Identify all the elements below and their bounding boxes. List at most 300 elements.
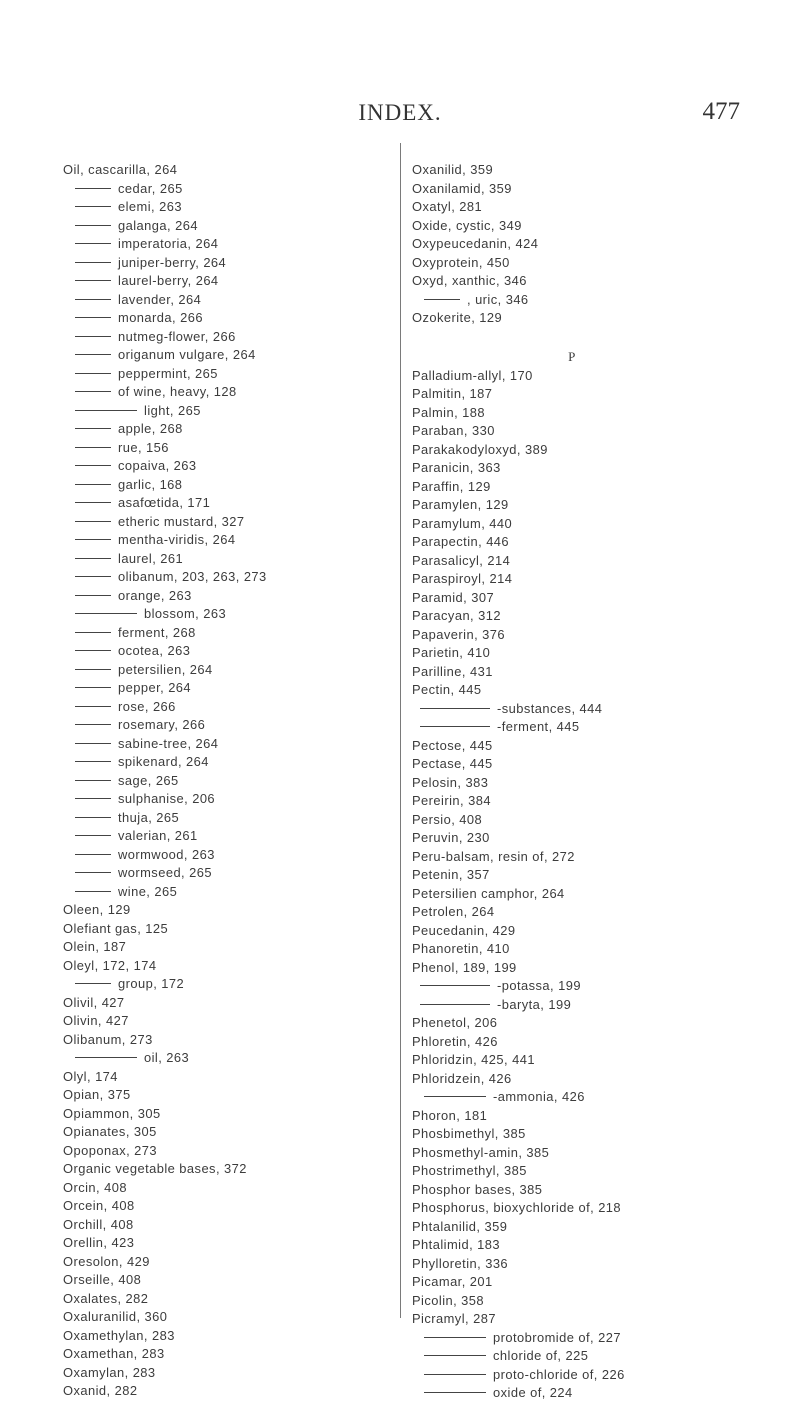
index-entry (412, 180, 772, 199)
index-entry (412, 1292, 772, 1311)
index-entry-text: oil, 263 (144, 1050, 190, 1065)
index-entry-text: Oleyl, 172, 174 (63, 957, 157, 973)
index-entry-text: Orcein, 408 (63, 1198, 135, 1213)
index-entry-text: -baryta, 199 (497, 996, 572, 1012)
index-entry (63, 790, 393, 809)
index-entry (412, 1273, 772, 1292)
index-entry (63, 180, 393, 199)
index-entry (412, 1144, 772, 1163)
index-entry-text: Oil, cascarilla, 264 (63, 162, 178, 177)
index-entry-text: elemi, 263 (118, 199, 182, 214)
index-entry (63, 568, 393, 587)
index-entry (412, 1125, 772, 1144)
index-entry (63, 1105, 393, 1124)
index-entry (412, 441, 772, 460)
repeat-dash (75, 595, 111, 596)
index-entry-text: Orseille, 408 (63, 1272, 142, 1287)
index-entry (63, 698, 393, 717)
index-entry (412, 1329, 772, 1348)
index-entry (63, 383, 393, 402)
index-entry (412, 1236, 772, 1255)
index-entry-text: Parakakodyloxyd, 389 (412, 441, 548, 457)
index-entry (63, 309, 393, 328)
index-entry (412, 254, 772, 273)
index-entry-text: Phosphorus, bioxychloride of, 218 (412, 1200, 622, 1215)
repeat-dash (75, 891, 111, 892)
index-entry-text: Picolin, 358 (412, 1292, 485, 1308)
index-column-left (63, 161, 393, 1401)
index-entry (63, 402, 393, 421)
index-entry (63, 846, 393, 865)
index-entry-text: Oxide, cystic, 349 (412, 217, 522, 233)
repeat-dash (75, 669, 111, 670)
repeat-dash (424, 299, 460, 300)
index-entry-text: wormwood, 263 (118, 846, 215, 862)
repeat-dash (75, 983, 111, 984)
page-number: 477 (702, 98, 740, 125)
index-entry-text: juniper-berry, 264 (118, 254, 227, 270)
index-entry (63, 550, 393, 569)
index-entry-text: Pectin, 445 (412, 682, 482, 697)
index-entry-text: Opiammon, 305 (63, 1105, 161, 1121)
index-entry (412, 940, 772, 959)
index-entry-text: imperatoria, 264 (118, 236, 219, 251)
index-entry-text: ocotea, 263 (118, 643, 191, 658)
repeat-dash (75, 317, 111, 318)
index-entry (412, 1384, 772, 1403)
index-entry-text: Phanoretin, 410 (412, 941, 510, 956)
index-entry-text: monarda, 266 (118, 310, 203, 325)
index-entry (63, 1345, 393, 1364)
index-entry-text: Ozokerite, 129 (412, 310, 503, 325)
index-entry-text: copaiva, 263 (118, 458, 197, 473)
index-entry (412, 811, 772, 830)
index-entry-text: rosemary, 266 (118, 717, 206, 732)
index-entry-text: -potassa, 199 (497, 978, 581, 993)
index-entry (412, 1070, 772, 1089)
index-entry-text: protobromide of, 227 (493, 1329, 621, 1345)
index-entry (63, 476, 393, 495)
index-entry (63, 920, 393, 939)
index-entry (63, 1197, 393, 1216)
index-entry (63, 272, 393, 291)
repeat-dash (75, 817, 111, 818)
index-entry (63, 753, 393, 772)
index-entry (63, 809, 393, 828)
repeat-dash (424, 1374, 486, 1375)
index-entry (412, 385, 772, 404)
index-entry (63, 1012, 393, 1031)
index-entry (412, 1162, 772, 1181)
index-entry-text: Oxanid, 282 (63, 1383, 138, 1398)
index-entry (412, 607, 772, 626)
index-entry (412, 848, 772, 867)
index-entry-text: Olivin, 427 (63, 1013, 129, 1028)
repeat-dash (420, 726, 490, 727)
index-entry-text: Palmin, 188 (412, 404, 486, 420)
index-entry-text: Orchill, 408 (63, 1216, 134, 1232)
index-entry (412, 792, 772, 811)
index-entry-text: Oxalates, 282 (63, 1290, 149, 1306)
index-entry-text: Parapectin, 446 (412, 534, 510, 549)
repeat-dash (75, 262, 111, 263)
index-entry-text: rose, 266 (118, 698, 176, 714)
index-entry-text: rue, 156 (118, 439, 169, 455)
index-entry (63, 1382, 393, 1401)
index-entry (412, 1218, 772, 1237)
index-entry-text: Oxyprotein, 450 (412, 254, 510, 270)
page-header (0, 98, 800, 128)
index-entry-text: sabine-tree, 264 (118, 735, 219, 751)
index-entry (63, 365, 393, 384)
index-entry (412, 885, 772, 904)
repeat-dash (75, 798, 111, 799)
index-entry-text: Phenol, 189, 199 (412, 959, 517, 975)
index-entry (63, 1253, 393, 1272)
index-entry (63, 1234, 393, 1253)
index-entry-text: spikenard, 264 (118, 754, 209, 769)
index-entry (412, 829, 772, 848)
index-entry-text: Oresolon, 429 (63, 1253, 150, 1269)
index-entry (63, 883, 393, 902)
index-entry-text: Olibanum, 273 (63, 1031, 153, 1047)
repeat-dash (75, 650, 111, 651)
index-entry-text: Paramylen, 129 (412, 497, 509, 512)
index-entry (63, 439, 393, 458)
index-entry-text: Olefiant gas, 125 (63, 920, 169, 936)
index-entry-text: group, 172 (118, 976, 185, 991)
repeat-dash (75, 872, 111, 873)
index-entry (63, 642, 393, 661)
index-entry (412, 1014, 772, 1033)
index-entry (63, 661, 393, 680)
index-entry (412, 309, 772, 328)
index-entry-text: Paraban, 330 (412, 423, 495, 438)
index-entry (412, 291, 772, 310)
index-entry-text: Parilline, 431 (412, 663, 493, 679)
index-entry-text: Paranicin, 363 (412, 460, 501, 475)
repeat-dash (75, 188, 111, 189)
repeat-dash (75, 373, 111, 374)
index-entry-text: Parasalicyl, 214 (412, 552, 511, 568)
index-entry-text: -ammonia, 426 (493, 1089, 585, 1104)
index-entry (412, 626, 772, 645)
index-entry-text: -ferment, 445 (497, 719, 580, 734)
index-entry (63, 1216, 393, 1235)
index-entry (63, 235, 393, 254)
index-entry-text: pepper, 264 (118, 680, 192, 695)
index-entry-text: laurel, 261 (118, 550, 184, 566)
index-entry (412, 681, 772, 700)
index-entry (412, 515, 772, 534)
repeat-dash (75, 280, 111, 281)
index-entry-text: Paramylum, 440 (412, 515, 513, 531)
index-entry (412, 272, 772, 291)
index-entry-text: chloride of, 225 (493, 1348, 589, 1363)
index-entry (63, 328, 393, 347)
repeat-dash (75, 743, 111, 744)
index-entry (63, 864, 393, 883)
index-entry (412, 755, 772, 774)
index-entry (412, 589, 772, 608)
index-entry (63, 938, 393, 957)
index-entry (63, 531, 393, 550)
index-column-right (412, 161, 772, 1403)
index-entry (412, 496, 772, 515)
index-entry-text: Oxamethan, 283 (63, 1346, 165, 1361)
repeat-dash (75, 243, 111, 244)
index-entry (412, 367, 772, 386)
index-entry (412, 1199, 772, 1218)
index-entry (63, 457, 393, 476)
repeat-dash (75, 521, 111, 522)
index-entry-text: orange, 263 (118, 587, 192, 603)
index-entry-text: Petenin, 357 (412, 867, 490, 882)
index-entry-text: olibanum, 203, 263, 273 (118, 569, 267, 584)
index-entry (63, 346, 393, 365)
index-entry-text: Peucedanin, 429 (412, 922, 516, 938)
index-entry-text: Oxatyl, 281 (412, 199, 483, 214)
repeat-dash (75, 428, 111, 429)
repeat-dash (75, 780, 111, 781)
index-entry-text: peppermint, 265 (118, 365, 218, 381)
index-entry-text: Phosbimethyl, 385 (412, 1126, 526, 1141)
index-group-o-continued (412, 161, 772, 328)
index-entry-text: Oleen, 129 (63, 902, 131, 917)
index-entry-text: Picamar, 201 (412, 1274, 493, 1289)
index-entry-text: Petrolen, 264 (412, 904, 495, 919)
index-entry (63, 1308, 393, 1327)
index-entry (63, 1160, 393, 1179)
index-entry (63, 957, 393, 976)
index-entry (412, 1347, 772, 1366)
index-entry-text: Paraffin, 129 (412, 478, 491, 494)
index-entry (63, 1271, 393, 1290)
index-entry (412, 977, 772, 996)
index-entry-text: Phtalimid, 183 (412, 1237, 500, 1252)
index-entry (63, 975, 393, 994)
index-entry (412, 774, 772, 793)
index-entry-text: Organic vegetable bases, 372 (63, 1161, 247, 1176)
index-entry (412, 422, 772, 441)
index-entry-text: Oxamethylan, 283 (63, 1327, 175, 1343)
index-entry-text: Oxanilid, 359 (412, 162, 494, 177)
index-entry-text: Opian, 375 (63, 1087, 131, 1102)
index-entry-text: wormseed, 265 (118, 865, 212, 880)
index-entry (63, 605, 393, 624)
index-entry-text: Olivil, 427 (63, 994, 125, 1010)
repeat-dash (75, 558, 111, 559)
index-entry-text: Papaverin, 376 (412, 626, 506, 642)
index-entry (412, 570, 772, 589)
index-entry-text: Opianates, 305 (63, 1124, 157, 1139)
index-entry-text: , uric, 346 (467, 291, 529, 307)
index-entry (63, 198, 393, 217)
index-entry (63, 716, 393, 735)
index-entry (412, 1255, 772, 1274)
index-entry (412, 903, 772, 922)
index-entry (412, 866, 772, 885)
index-entry-text: Palladium-allyl, 170 (412, 367, 533, 383)
index-entry-text: sage, 265 (118, 772, 179, 788)
index-entry (412, 217, 772, 236)
repeat-dash (75, 336, 111, 337)
index-entry-text: Palmitin, 187 (412, 386, 493, 401)
index-entry-text: garlic, 168 (118, 476, 183, 492)
index-entry (63, 420, 393, 439)
index-entry (412, 644, 772, 663)
index-entry (412, 478, 772, 497)
index-entry (412, 552, 772, 571)
index-entry-text: Orellin, 423 (63, 1235, 135, 1250)
repeat-dash (424, 1355, 486, 1356)
index-entry (63, 994, 393, 1013)
index-entry-text: Olein, 187 (63, 939, 127, 954)
index-entry (63, 1049, 393, 1068)
index-entry-text: blossom, 263 (144, 606, 227, 621)
index-entry (412, 1310, 772, 1329)
index-entry (412, 996, 772, 1015)
index-entry-text: Pectase, 445 (412, 756, 493, 771)
index-entry-text: nutmeg-flower, 266 (118, 328, 236, 344)
repeat-dash (75, 724, 111, 725)
index-entry (63, 291, 393, 310)
index-entry (63, 1086, 393, 1105)
index-entry-text: Petersilien camphor, 264 (412, 885, 565, 901)
repeat-dash (75, 706, 111, 707)
index-entry (63, 624, 393, 643)
repeat-dash (424, 1096, 486, 1097)
index-entry-text: Phloridzein, 426 (412, 1070, 512, 1086)
index-entry (63, 679, 393, 698)
repeat-dash (75, 1057, 137, 1058)
index-entry (63, 735, 393, 754)
index-entry (63, 1068, 393, 1087)
index-entry-text: of wine, heavy, 128 (118, 384, 237, 399)
index-entry-text: galanga, 264 (118, 217, 198, 233)
index-entry (63, 1290, 393, 1309)
index-entry-text: Phostrimethyl, 385 (412, 1163, 527, 1178)
index-entry (412, 1181, 772, 1200)
repeat-dash (75, 391, 111, 392)
repeat-dash (75, 502, 111, 503)
repeat-dash (75, 687, 111, 688)
index-entry (63, 513, 393, 532)
index-entry (412, 663, 772, 682)
index-entry (63, 827, 393, 846)
index-entry-text: Oxypeucedanin, 424 (412, 236, 539, 251)
repeat-dash (75, 206, 111, 207)
index-entry (412, 737, 772, 756)
repeat-dash (424, 1392, 486, 1393)
index-entry (63, 1031, 393, 1050)
index-entry-text: Oxyd, xanthic, 346 (412, 273, 527, 288)
index-entry-text: Oxaluranilid, 360 (63, 1309, 168, 1324)
index-entry (412, 922, 772, 941)
repeat-dash (75, 854, 111, 855)
index-entry-text: Phenetol, 206 (412, 1015, 498, 1030)
index-entry-text: Phosmethyl-amin, 385 (412, 1144, 550, 1160)
index-entry-text: Pereirin, 384 (412, 793, 491, 808)
index-entry (412, 161, 772, 180)
index-entry (412, 959, 772, 978)
repeat-dash (75, 410, 137, 411)
index-entry (412, 718, 772, 737)
repeat-dash (75, 761, 111, 762)
index-entry-text: Paracyan, 312 (412, 608, 501, 623)
index-entry-text: Peruvin, 230 (412, 830, 490, 845)
repeat-dash (420, 1004, 490, 1005)
index-entry-text: Olyl, 174 (63, 1068, 118, 1084)
index-entry-text: Orcin, 408 (63, 1179, 127, 1195)
repeat-dash (75, 835, 111, 836)
index-entry-text: origanum vulgare, 264 (118, 347, 256, 362)
index-entry (63, 161, 393, 180)
index-entry (412, 533, 772, 552)
index-entry (412, 700, 772, 719)
index-entry-text: Oxamylan, 283 (63, 1364, 156, 1380)
index-entry-text: laurel-berry, 264 (118, 273, 219, 288)
repeat-dash (75, 613, 137, 614)
repeat-dash (75, 576, 111, 577)
section-letter-heading: P (568, 348, 576, 364)
index-entry-text: light, 265 (144, 402, 201, 418)
index-entry (63, 1179, 393, 1198)
index-entry-text: Persio, 408 (412, 811, 483, 827)
index-entry-text: thuja, 265 (118, 809, 180, 825)
index-entry-text: asafœtida, 171 (118, 495, 211, 510)
index-entry-text: Phloretin, 426 (412, 1033, 498, 1049)
index-entry-text: mentha-viridis, 264 (118, 532, 236, 547)
index-group-p (412, 367, 772, 1403)
index-entry-text: ferment, 268 (118, 624, 196, 640)
index-entry-text: -substances, 444 (497, 700, 603, 716)
index-entry (412, 1107, 772, 1126)
index-entry-text: Phylloretin, 336 (412, 1255, 509, 1271)
index-entry-text: valerian, 261 (118, 828, 198, 843)
index-entry-text: Opoponax, 273 (63, 1142, 158, 1158)
column-divider (400, 143, 401, 1318)
index-entry (412, 198, 772, 217)
repeat-dash (75, 484, 111, 485)
index-entry (63, 772, 393, 791)
index-entry-text: wine, 265 (118, 883, 178, 899)
repeat-dash (75, 447, 111, 448)
index-entry (63, 217, 393, 236)
index-entry (63, 1142, 393, 1161)
index-entry-text: cedar, 265 (118, 180, 183, 196)
index-entry (412, 1088, 772, 1107)
index-entry-text: petersilien, 264 (118, 661, 213, 677)
index-entry-text: Phosphor bases, 385 (412, 1181, 543, 1197)
index-entry (412, 1033, 772, 1052)
index-entry-text: Paraspiroyl, 214 (412, 571, 513, 586)
repeat-dash (424, 1337, 486, 1338)
repeat-dash (75, 539, 111, 540)
index-entry-text: Pectose, 445 (412, 737, 493, 753)
repeat-dash (75, 465, 111, 466)
index-entry-text: etheric mustard, 327 (118, 513, 245, 529)
index-entry-text: proto-chloride of, 226 (493, 1366, 625, 1382)
repeat-dash (75, 225, 111, 226)
index-entry-text: Pelosin, 383 (412, 774, 489, 790)
index-entry (63, 587, 393, 606)
index-entry-text: Phoron, 181 (412, 1107, 488, 1123)
index-entry-text: oxide of, 224 (493, 1385, 573, 1400)
index-entry-text: Phtalanilid, 359 (412, 1218, 508, 1234)
index-entry-text: sulphanise, 206 (118, 791, 216, 806)
index-entry (63, 901, 393, 920)
